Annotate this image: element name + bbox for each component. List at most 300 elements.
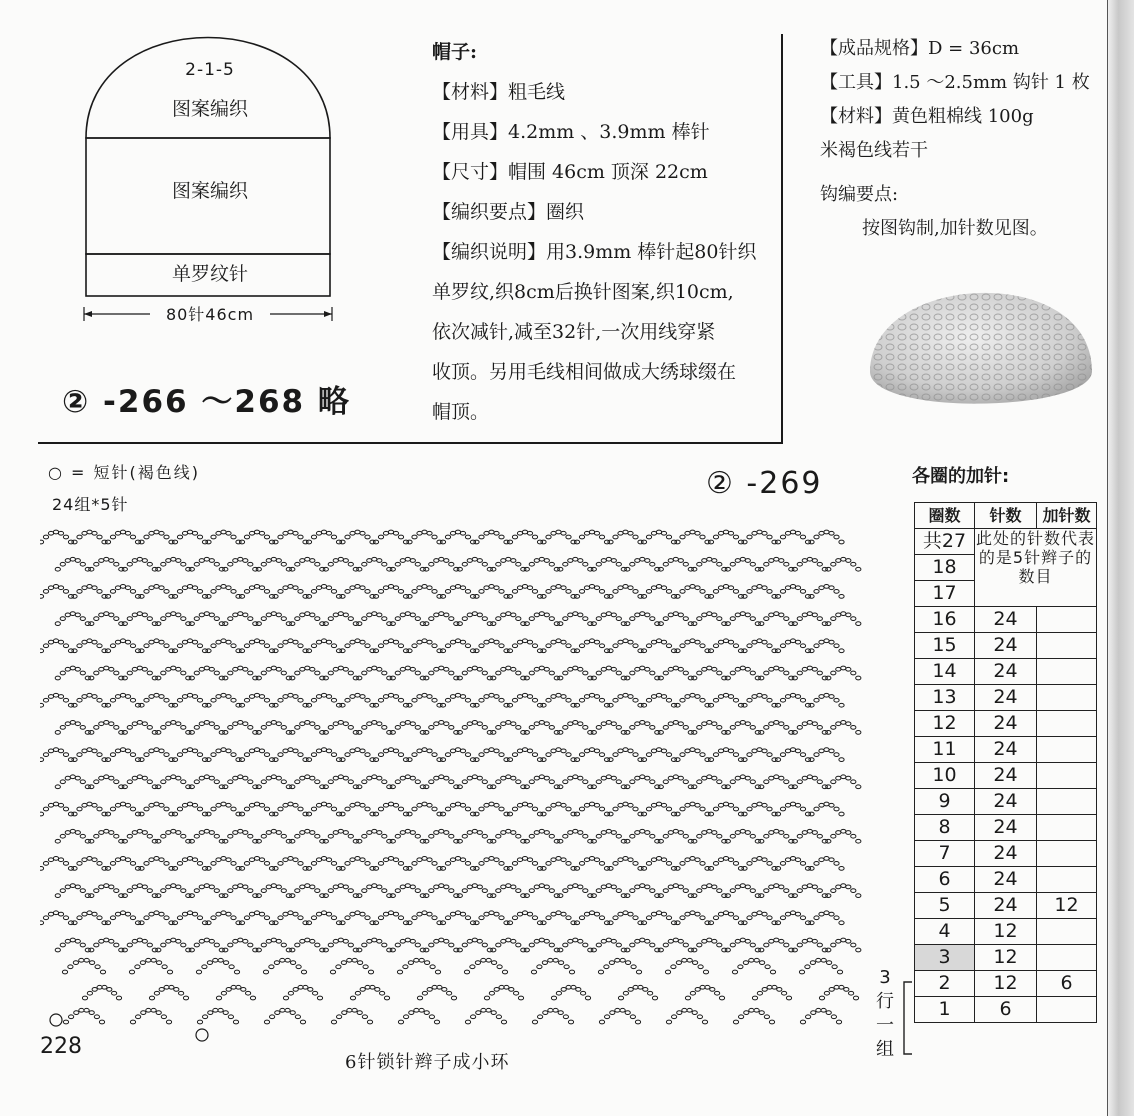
chain-arch (350, 985, 389, 999)
chain-arch (156, 721, 191, 735)
chain-arch (524, 775, 559, 789)
increase-cell (1037, 607, 1097, 633)
chain-arch (239, 585, 274, 599)
chain-arch (625, 938, 660, 952)
chain-arch (55, 721, 90, 735)
chain-arch (122, 612, 157, 626)
chain-arch (598, 958, 641, 973)
hat-crown-outline (86, 38, 330, 139)
chain-arch (532, 1008, 573, 1023)
chain-arch (792, 938, 827, 952)
chain-arch (216, 985, 255, 999)
chain-arch (591, 884, 626, 898)
round-cell: 4 (915, 919, 975, 945)
chain-arch (558, 666, 593, 680)
spec-line: 【材料】黄色粗棉线 100g (820, 106, 1034, 127)
chain-arch (725, 884, 760, 898)
chain-arch (675, 639, 710, 653)
chain-arch (390, 884, 425, 898)
chain-arch (340, 530, 375, 544)
chain-arch (273, 857, 308, 871)
chain-arch (390, 938, 425, 952)
chain-arch (55, 666, 90, 680)
chain-arch (223, 884, 258, 898)
chain-arch (641, 748, 676, 762)
round-cell: 16 (915, 607, 975, 633)
stitches-cell: 24 (975, 893, 1037, 919)
chain-arch (775, 911, 810, 925)
stitches-cell: 24 (975, 633, 1037, 659)
chain-arch (658, 557, 693, 571)
chain-arch (89, 938, 124, 952)
chain-arch (725, 938, 760, 952)
chain-arch (139, 693, 174, 707)
bottom-caption: 6针锁针辫子成小环 (345, 1052, 510, 1073)
chain-arch (424, 612, 459, 626)
chain-arch (290, 938, 325, 952)
chain-arch (189, 721, 224, 735)
chain-arch (742, 530, 777, 544)
chain-arch (156, 557, 191, 571)
round-cell: 9 (915, 789, 975, 815)
chain-arch (55, 884, 90, 898)
chain-arch (397, 958, 440, 973)
chain-arch (541, 857, 576, 871)
chain-arch (40, 857, 74, 871)
chain-arch (826, 721, 861, 735)
chain-arch (591, 557, 626, 571)
product-spec (820, 32, 1105, 246)
chain-arch (340, 585, 375, 599)
chain-arch (558, 829, 593, 843)
chain-arch (440, 530, 475, 544)
crown-pattern-label: 图案编织 (171, 98, 248, 120)
round-cell: 共27 (915, 529, 975, 555)
chain-arch (357, 666, 392, 680)
chain-arch (122, 829, 157, 843)
chain-arch (708, 857, 743, 871)
spec-line: 米褐色线若干 (820, 140, 928, 161)
increase-cell (1037, 789, 1097, 815)
chain-arch (641, 585, 676, 599)
chain-arch (357, 884, 392, 898)
chain-arch (306, 748, 341, 762)
chain-arch (122, 775, 157, 789)
chain-arch (323, 612, 358, 626)
round-cell: 1 (915, 997, 975, 1023)
chain-arch (55, 612, 90, 626)
chain-arch (591, 775, 626, 789)
chain-arch (658, 884, 693, 898)
increase-cell (1037, 945, 1097, 971)
increase-cell: 6 (1037, 971, 1097, 997)
chain-arch (62, 958, 105, 973)
chain-arch (340, 639, 375, 653)
table-body (915, 607, 1097, 1023)
chain-arch (273, 530, 308, 544)
chain-arch (189, 884, 224, 898)
chain-arch (149, 985, 188, 999)
chain-arch (524, 721, 559, 735)
increase-cell (1037, 711, 1097, 737)
group-side-label: 3行一组 (876, 967, 894, 1060)
chain-arch (599, 1008, 640, 1023)
chain-arch (323, 557, 358, 571)
chain-arch (105, 585, 140, 599)
chain-arch (507, 585, 542, 599)
chain-arch (507, 857, 542, 871)
chain-arch (273, 585, 308, 599)
chain-arch (558, 884, 593, 898)
chain-arch (541, 802, 576, 816)
chain-arch (725, 721, 760, 735)
chain-arch (55, 829, 90, 843)
chain-arch (658, 721, 693, 735)
header-stitches: 针数 (975, 503, 1037, 529)
chain-arch (407, 530, 442, 544)
chain-arch (457, 557, 492, 571)
chain-arch (72, 748, 107, 762)
chain-arch (692, 775, 727, 789)
hat-instruction-line: 【用具】4.2mm 、3.9mm 棒针 (432, 121, 710, 143)
chain-arch (491, 829, 526, 843)
chain-arch (551, 985, 590, 999)
chain-arch (239, 911, 274, 925)
chain-arch (507, 639, 542, 653)
table-row (915, 997, 1097, 1023)
chain-arch (792, 829, 827, 843)
round-cell: 14 (915, 659, 975, 685)
chain-arch (172, 911, 207, 925)
chain-arch (273, 639, 308, 653)
chain-arch (223, 721, 258, 735)
round-cell: 7 (915, 841, 975, 867)
chain-arch (658, 938, 693, 952)
chain-arch (457, 938, 492, 952)
table-row (915, 919, 1097, 945)
chain-arch (507, 530, 542, 544)
chain-arch (775, 530, 810, 544)
chain-arch (692, 829, 727, 843)
chain-arch (625, 557, 660, 571)
chain-arch (105, 693, 140, 707)
chain-arch (491, 612, 526, 626)
chain-arch (524, 666, 559, 680)
spine-edge (1107, 0, 1108, 1116)
chain-arch (424, 666, 459, 680)
chain-arch (373, 585, 408, 599)
chain-arch (407, 802, 442, 816)
chain-arch (63, 1008, 104, 1023)
chain-arch (457, 666, 492, 680)
chain-arch (390, 666, 425, 680)
increase-cell (1037, 659, 1097, 685)
increase-cell (1037, 763, 1097, 789)
chain-arch (675, 911, 710, 925)
chain-arch (474, 693, 509, 707)
chain-arch (323, 721, 358, 735)
key-points-title: 钩编要点: (820, 184, 899, 205)
chain-arch (306, 639, 341, 653)
chain-arch (139, 585, 174, 599)
increase-cell (1037, 867, 1097, 893)
chain-arch (759, 938, 794, 952)
chain-arch (424, 829, 459, 843)
chain-arch (340, 802, 375, 816)
chain-arch (708, 748, 743, 762)
chain-arch (139, 857, 174, 871)
chain-arch (484, 985, 523, 999)
chain-arch (608, 748, 643, 762)
chain-arch (407, 857, 442, 871)
table-row (915, 815, 1097, 841)
increase-cell (1037, 919, 1097, 945)
chain-arch (491, 666, 526, 680)
chain-arch (172, 693, 207, 707)
chain-arch (189, 775, 224, 789)
chain-arch (692, 938, 727, 952)
chain-arch (558, 612, 593, 626)
chain-arch (424, 884, 459, 898)
stitches-cell: 12 (975, 971, 1037, 997)
chain-arch (89, 666, 124, 680)
group-bracket (898, 980, 914, 1056)
chain-arch (263, 958, 306, 973)
chain-arch (641, 530, 676, 544)
chain-arch (256, 557, 291, 571)
chain-arch (323, 666, 358, 680)
chain-arch (122, 557, 157, 571)
chain-arch (574, 693, 609, 707)
chain-arch (692, 721, 727, 735)
chain-arch (290, 884, 325, 898)
chain-arch (558, 775, 593, 789)
stitches-cell: 24 (975, 867, 1037, 893)
chain-arch (357, 612, 392, 626)
hat-instruction-line: 收顶。另用毛线相间做成大绣球缀在 (432, 361, 737, 383)
round-cell: 5 (915, 893, 975, 919)
chain-arch (373, 802, 408, 816)
chain-arch (340, 911, 375, 925)
chain-arch (357, 775, 392, 789)
chain-arch (658, 612, 693, 626)
chain-arch (407, 911, 442, 925)
table-row (915, 633, 1097, 659)
chain-arch (742, 585, 777, 599)
chain-arch (692, 557, 727, 571)
round-cell: 3 (915, 945, 975, 971)
chain-arch (306, 585, 341, 599)
chain-arch (283, 985, 322, 999)
chain-arch (323, 884, 358, 898)
chain-arch (189, 829, 224, 843)
chain-arch (72, 530, 107, 544)
round-cell: 10 (915, 763, 975, 789)
column-divider (781, 34, 783, 444)
chain-arch (641, 802, 676, 816)
chain-arch (591, 938, 626, 952)
chain-arch (440, 585, 475, 599)
chain-arch (189, 612, 224, 626)
chain-arch (775, 748, 810, 762)
chain-arch (457, 884, 492, 898)
chain-arch (256, 884, 291, 898)
chain-arch (725, 612, 760, 626)
chain-arch (675, 530, 710, 544)
stitches-cell: 24 (975, 659, 1037, 685)
chain-arch (826, 557, 861, 571)
chain-arch (725, 557, 760, 571)
chain-arch (457, 829, 492, 843)
body-pattern-label: 图案编织 (171, 180, 248, 202)
chain-arch (172, 748, 207, 762)
chain-arch (72, 585, 107, 599)
chain-arch (725, 775, 760, 789)
center-ring (196, 1029, 208, 1041)
chain-arch (139, 911, 174, 925)
chain-arch (799, 958, 842, 973)
chain-arch (306, 911, 341, 925)
chain-arch (55, 557, 90, 571)
chain-arch (82, 985, 121, 999)
chain-arch (331, 1008, 372, 1023)
hat-instruction-line: 单罗纹,织8cm后换针图案,织10cm, (432, 281, 734, 303)
chain-arch (139, 639, 174, 653)
table-row (915, 893, 1097, 919)
page-spine (1108, 0, 1134, 1116)
chain-arch (55, 938, 90, 952)
chain-arch (357, 829, 392, 843)
chain-arch (759, 557, 794, 571)
chain-arch (558, 557, 593, 571)
hat-instruction-line: 【编织说明】用3.9mm 棒针起80针织 (432, 241, 757, 263)
chain-arch (608, 911, 643, 925)
chain-arch (290, 829, 325, 843)
chain-arch (742, 693, 777, 707)
chain-arch (407, 639, 442, 653)
chain-arch (424, 557, 459, 571)
chain-arch (72, 911, 107, 925)
chain-arch (591, 829, 626, 843)
chain-arch (792, 884, 827, 898)
chain-arch (574, 911, 609, 925)
chain-arch (625, 829, 660, 843)
chain-arch (206, 911, 241, 925)
chain-arch (692, 884, 727, 898)
chain-arch (474, 585, 509, 599)
chain-arch (759, 666, 794, 680)
chain-arch (206, 857, 241, 871)
stitches-cell: 24 (975, 841, 1037, 867)
chain-arch (524, 884, 559, 898)
chain-arch (398, 1008, 439, 1023)
chain-arch (156, 612, 191, 626)
chain-arch (775, 585, 810, 599)
chain-arch (507, 748, 542, 762)
chain-arch (223, 829, 258, 843)
chain-arch (685, 985, 724, 999)
chain-arch (424, 938, 459, 952)
chain-arch (792, 612, 827, 626)
chain-arch (239, 857, 274, 871)
chain-arch (105, 639, 140, 653)
chain-arch (742, 748, 777, 762)
header-round: 圈数 (915, 503, 975, 529)
chain-arch (658, 666, 693, 680)
chain-arch (742, 911, 777, 925)
chart-pattern-id: ② -269 (706, 466, 823, 501)
chain-arch (809, 857, 844, 871)
chain-arch (675, 748, 710, 762)
chain-arch (658, 775, 693, 789)
chain-arch (507, 802, 542, 816)
chain-arch (524, 557, 559, 571)
chain-arch (290, 775, 325, 789)
chain-arch (373, 693, 408, 707)
round-cell: 17 (915, 581, 975, 607)
chain-arch (239, 693, 274, 707)
chain-arch (474, 802, 509, 816)
chain-arch (40, 748, 74, 762)
chain-arch (273, 693, 308, 707)
increase-cell (1037, 997, 1097, 1023)
chain-arch (357, 721, 392, 735)
chain-arch (330, 958, 373, 973)
chain-arch (658, 829, 693, 843)
chain-arch (574, 639, 609, 653)
stitches-cell: 24 (975, 815, 1037, 841)
round-cell: 18 (915, 555, 975, 581)
chain-arch (306, 530, 341, 544)
chain-arch (792, 721, 827, 735)
chain-arch (826, 666, 861, 680)
chain-arch (440, 693, 475, 707)
chain-arch (273, 748, 308, 762)
chain-arch (775, 639, 810, 653)
chain-arch (89, 829, 124, 843)
chain-arch (665, 958, 708, 973)
chain-arch (264, 1008, 305, 1023)
chain-arch (541, 639, 576, 653)
chain-arch (340, 748, 375, 762)
stitches-cell: 24 (975, 789, 1037, 815)
chain-arch (826, 938, 861, 952)
chain-arch (390, 612, 425, 626)
chain-arch (306, 802, 341, 816)
center-ring (50, 1014, 62, 1026)
chain-arch (826, 775, 861, 789)
increase-cell (1037, 815, 1097, 841)
chain-arch (474, 857, 509, 871)
chain-arch (156, 775, 191, 789)
chain-arch (742, 802, 777, 816)
increase-cell (1037, 841, 1097, 867)
chain-arch (440, 802, 475, 816)
chain-arch (608, 693, 643, 707)
hat-instructions-title: 帽子: (432, 41, 478, 63)
chain-arch (40, 585, 74, 599)
chain-arch (541, 585, 576, 599)
chain-arch (206, 693, 241, 707)
chain-arch (223, 557, 258, 571)
table-row (915, 529, 1097, 555)
spec-line: 【工具】1.5 ～2.5mm 钩针 1 枚 (820, 72, 1090, 93)
table-row (915, 737, 1097, 763)
hat-instruction-line: 依次减针,减至32针,一次用线穿紧 (432, 321, 716, 343)
stitches-cell: 24 (975, 763, 1037, 789)
chain-arch (474, 911, 509, 925)
chain-arch (491, 721, 526, 735)
